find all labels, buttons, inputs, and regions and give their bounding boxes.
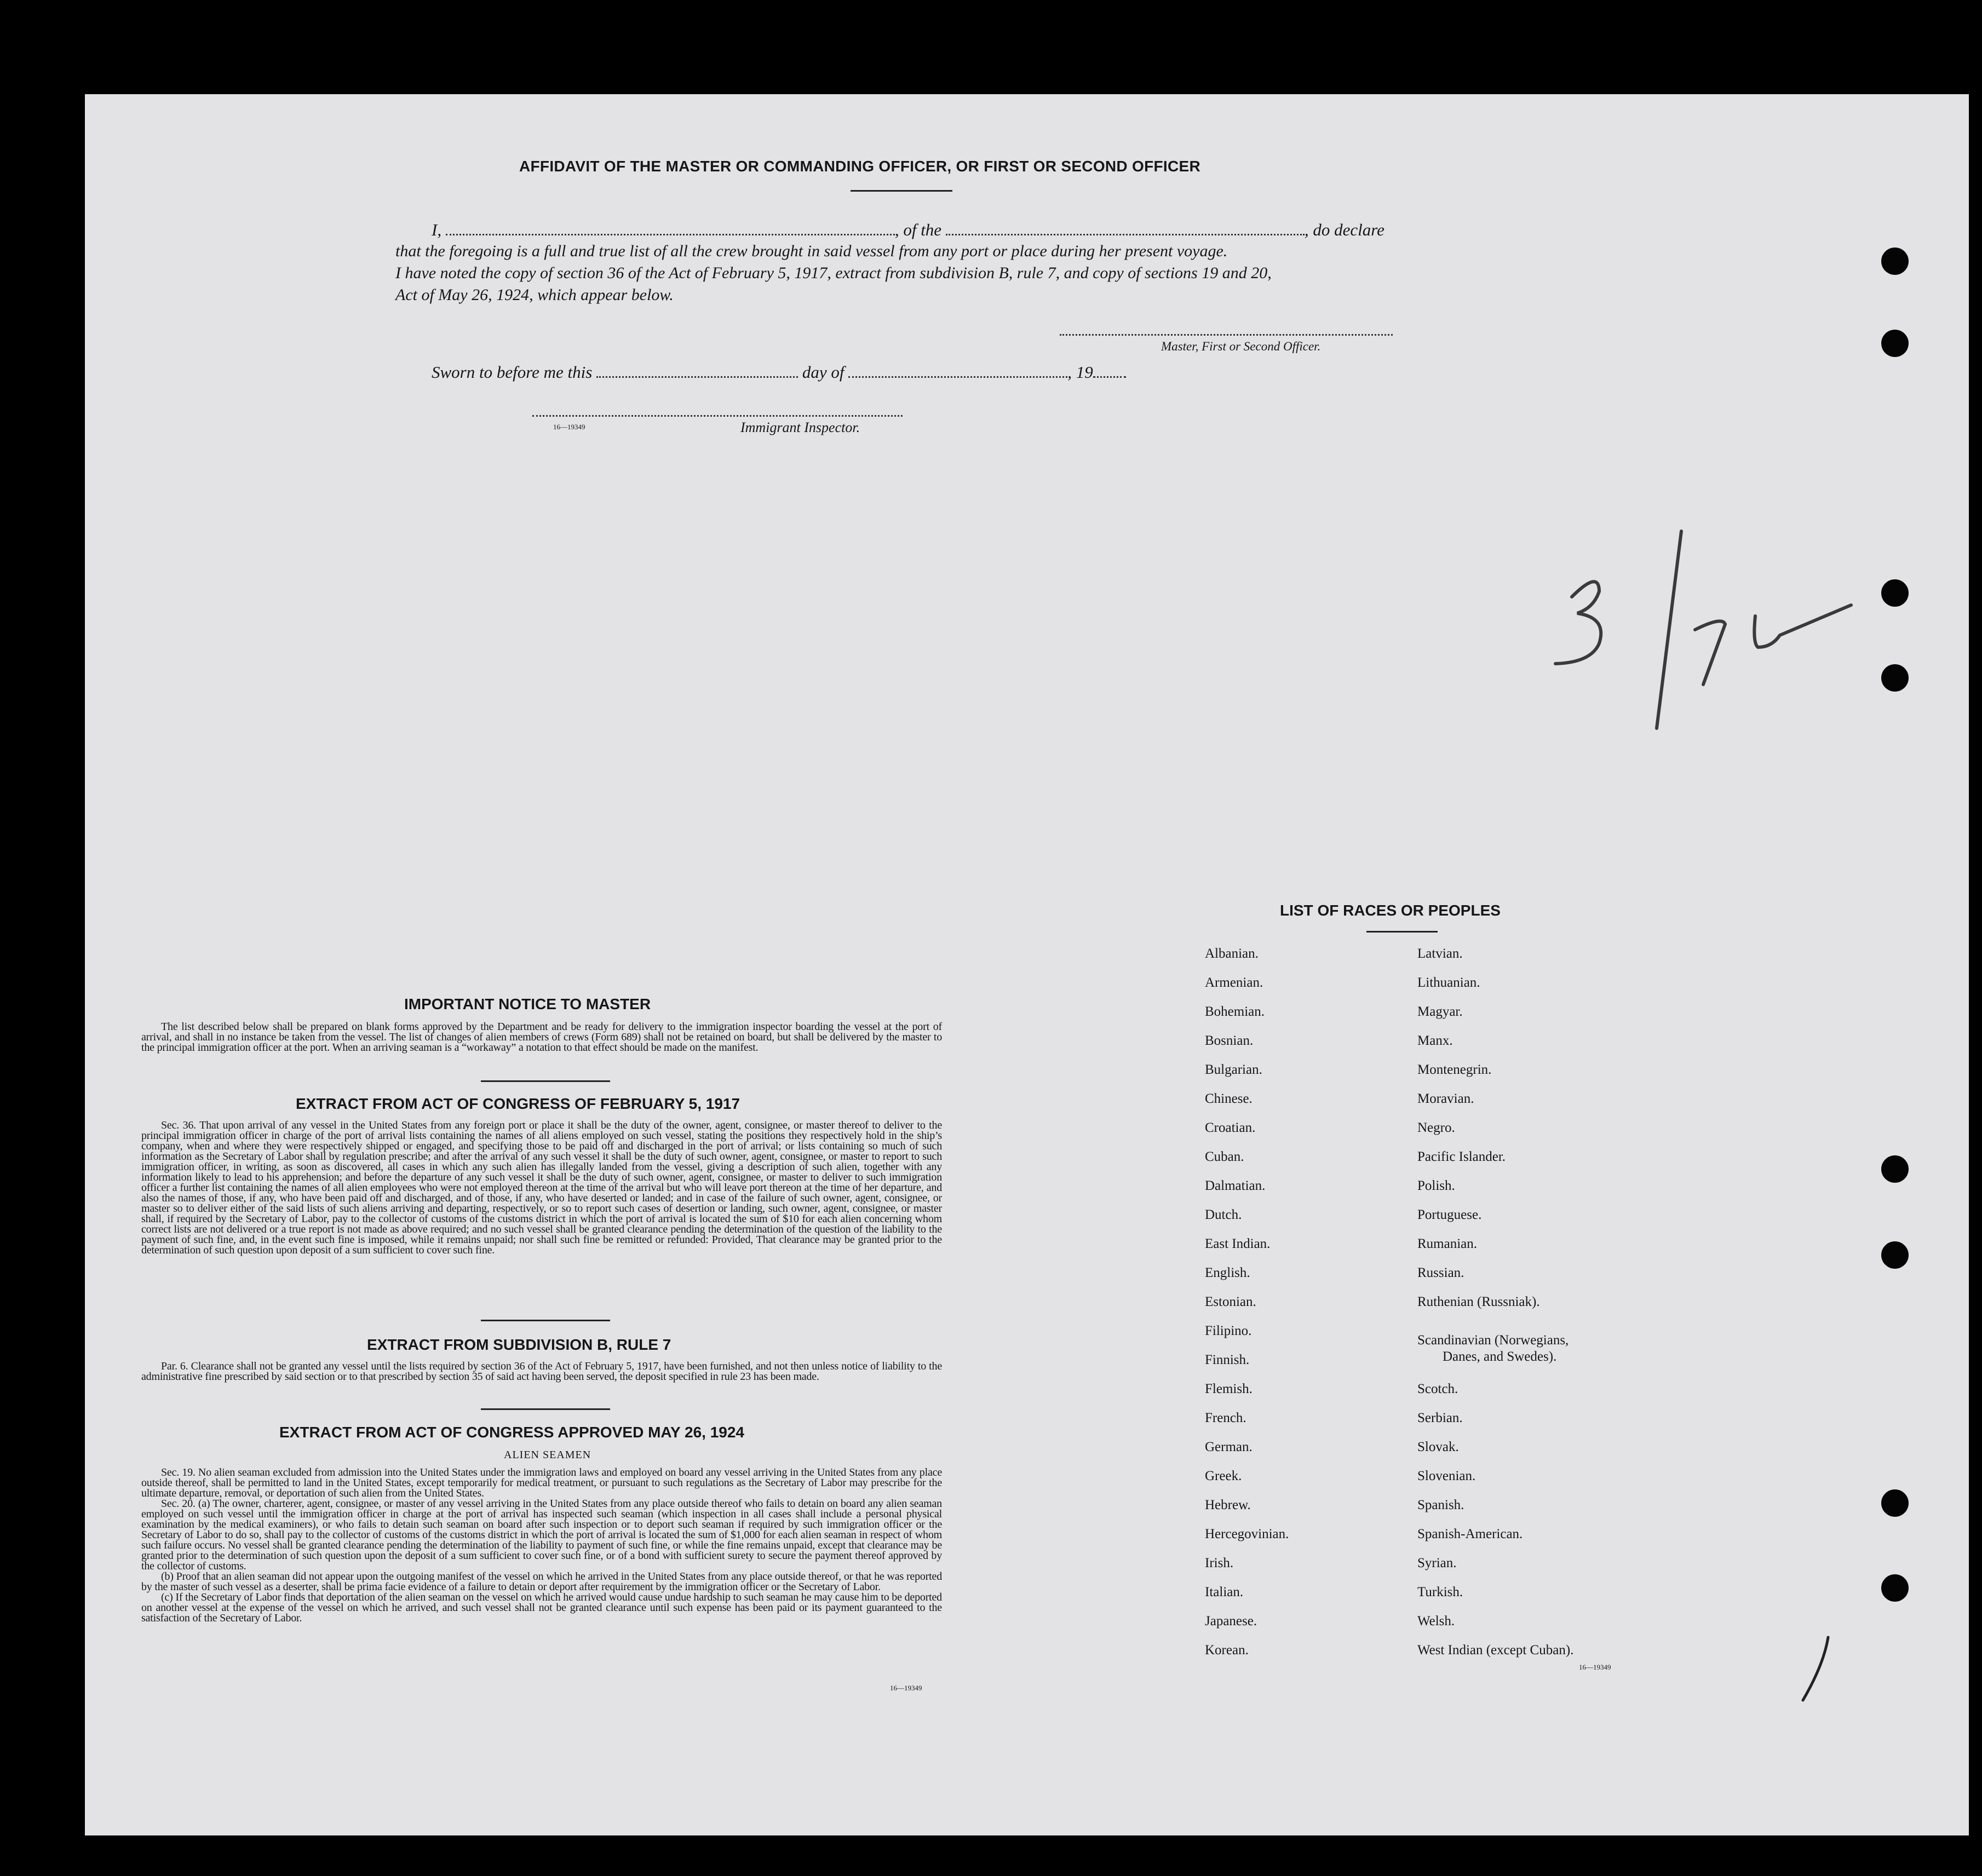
extract-1917-text — [141, 1120, 942, 1256]
section-19-paragraph: Sec. 19. No alien seaman excluded from admission into the United States under the immigration laws and employed on board any vessel arriving in the United States from any place outside thereof, shall be permitted to land in the United States, except temporarily for medical treatment, or pursuant to such regulations as the Secretary of Labor may prescribe for the ultimate departure, removal, or deportation of such alien from the United States. — [141, 1466, 942, 1499]
par-6-paragraph: Par. 6. Clearance shall not be granted any vessel until the lists required by section 36 of the Act of February 5, 1917, have been furnished, and not then unless notice of liability to the administrative fine prescribed by said section or to that prescribed by section 35 of said act having been served, the deposit specified in rule 23 has been made. — [141, 1360, 942, 1383]
races-title-rule — [1366, 931, 1438, 933]
sworn-year-field[interactable] — [1093, 376, 1126, 378]
race-item: Manx. — [1417, 1033, 1453, 1048]
race-item: Slovak. — [1417, 1440, 1459, 1454]
section-divider — [481, 1408, 610, 1410]
race-item: Scandinavian (Norwegians, — [1417, 1333, 1569, 1348]
sworn-prefix: Sworn to before me this — [432, 362, 593, 382]
race-item: Portuguese. — [1417, 1207, 1482, 1222]
race-item: West Indian (except Cuban). — [1417, 1643, 1574, 1658]
race-item: Syrian. — [1417, 1556, 1457, 1570]
sworn-day-of: day of — [802, 362, 844, 382]
affidavit-line-3: I have noted the copy of section 36 of the Act of February 5, 1917, extract from subdivision B, rule 7, and copy of sections 19 and 20, — [395, 264, 1272, 282]
race-item: Irish. — [1205, 1556, 1234, 1570]
race-item: Greek. — [1205, 1469, 1242, 1483]
race-item: Slovenian. — [1417, 1469, 1476, 1483]
race-item: Estonian. — [1205, 1294, 1256, 1309]
sworn-year: , 19 — [1067, 362, 1093, 382]
race-item: Hebrew. — [1205, 1498, 1251, 1512]
signature-label: Master, First or Second Officer. — [1161, 339, 1321, 353]
race-item: Spanish. — [1417, 1498, 1464, 1512]
race-item: Bulgarian. — [1205, 1062, 1262, 1077]
of-the-text: , of the — [894, 220, 942, 239]
races-column-1 — [1205, 946, 1402, 1669]
affidavit-title: AFFIDAVIT OF THE MASTER OR COMMANDING OFFICER, OR FIRST OR SECOND OFFICER — [519, 158, 1201, 175]
race-item: East Indian. — [1205, 1236, 1271, 1251]
corner-mark — [1796, 1632, 1840, 1708]
race-item: Pacific Islander. — [1417, 1149, 1506, 1164]
race-item: Flemish. — [1205, 1382, 1253, 1396]
alien-seamen-subtitle: ALIEN SEAMEN — [504, 1449, 591, 1461]
notice-paragraph: The list described below shall be prepared on blank forms approved by the Department and be ready for delivery to the immigration inspector boarding the vessel at the port of arrival, and shall in no instance be taken from the vessel. The list of changes of alien members of crews (Form 689) shall not be retained on board, but shall be delivered by the master to the principal immigration officer at the port. When an arriving seaman is a “workaway” a notation to that effect should be made on the manifest. — [141, 1021, 942, 1054]
race-item: Montenegrin. — [1417, 1062, 1492, 1077]
race-item: Bosnian. — [1205, 1033, 1254, 1048]
race-item: Dalmatian. — [1205, 1178, 1266, 1193]
race-item: Bohemian. — [1205, 1004, 1265, 1019]
notice-text — [141, 1022, 942, 1053]
race-item: Lithuanian. — [1417, 975, 1480, 990]
handwritten-mark — [1523, 520, 1884, 739]
race-item: Finnish. — [1205, 1353, 1250, 1367]
affidavit-line-1 — [432, 220, 1384, 240]
punch-hole — [1881, 330, 1909, 357]
race-item: Korean. — [1205, 1643, 1249, 1658]
races-column-2 — [1417, 946, 1702, 1669]
sworn-month-field[interactable] — [848, 376, 1067, 378]
extract-form-number: 16—19349 — [890, 1684, 922, 1692]
extract-1917-title: EXTRACT FROM ACT OF CONGRESS OF FEBRUARY 5, 1917 — [296, 1095, 740, 1112]
race-item: Negro. — [1417, 1120, 1455, 1135]
race-item: English. — [1205, 1265, 1250, 1280]
name-field[interactable] — [446, 233, 895, 235]
inspector-label: Immigrant Inspector. — [740, 419, 860, 435]
race-item: Dutch. — [1205, 1207, 1242, 1222]
punch-hole — [1881, 579, 1909, 607]
extract-1924-text — [141, 1468, 942, 1624]
punch-hole — [1881, 664, 1909, 692]
race-item: Armenian. — [1205, 975, 1263, 990]
races-title: LIST OF RACES OR PEOPLES — [1280, 902, 1501, 919]
race-item: Filipino. — [1205, 1323, 1252, 1338]
race-item: German. — [1205, 1440, 1253, 1454]
race-item: Scotch. — [1417, 1382, 1458, 1396]
race-item: Latvian. — [1417, 946, 1463, 961]
race-item: Polish. — [1417, 1178, 1455, 1193]
sworn-line — [432, 362, 1126, 382]
punch-hole — [1881, 1489, 1909, 1517]
race-item: Cuban. — [1205, 1149, 1244, 1164]
section-20a-paragraph: Sec. 20. (a) The owner, charterer, agent, consignee, or master of any vessel arriving in the United States from any place outside thereof who fails to detain on board any alien seaman employed on such vessel until the immigration officer in charge at the port of arrival has inspected such seaman (which inspection in all cases shall include a personal physical examination by the medical examiners), or who fails to detain such seaman on board after such inspection or to deport such seaman if required by such immigration officer or the Secretary of Labor to do so, shall pay to the collector of customs of the customs district in which the port of arrival is located the sum of $1,000 for each alien seaman in respect of whom such failure occurs. No vessel shall be granted clearance pending the determination of the liability to payment of such fine, or while the fine remains unpaid, except that clearance may be granted prior to the determination of such question upon the deposit of a sum sufficient to cover such fine, or of a bond with sufficient surety to secure the payment thereof approved by the collector of customs. — [141, 1498, 942, 1572]
section-divider — [481, 1320, 610, 1321]
title-rule — [851, 190, 952, 192]
declare-text: , do declare — [1304, 220, 1384, 239]
race-item: Russian. — [1417, 1265, 1464, 1280]
races-form-number: 16—19349 — [1579, 1663, 1611, 1671]
race-item: French. — [1205, 1411, 1246, 1425]
extract-1924-title: EXTRACT FROM ACT OF CONGRESS APPROVED MAY 26, 1924 — [279, 1424, 744, 1441]
inspector-line[interactable] — [532, 415, 903, 417]
race-item: Croatian. — [1205, 1120, 1256, 1135]
race-item: Rumanian. — [1417, 1236, 1478, 1251]
section-20b-paragraph: (b) Proof that an alien seaman did not appear upon the outgoing manifest of the vessel on which he arrived in the United States from any place outside thereof, or that he was reported by the master of such vessel as a deserter, shall be prima facie evidence of a failure to detain or deport after requirement by the immigration officer or the Secretary of Labor. — [141, 1570, 942, 1593]
section-20c-paragraph: (c) If the Secretary of Labor finds that deportation of the alien seaman on the vessel on which he arrived would cause undue hardship to such seaman he may cause him to be deported on another vessel at the expense of the vessel on which he arrived, and such vessel shall not be granted clearance until such expense has been paid or its payment guaranteed to the satisfaction of the Secretary of Labor. — [141, 1591, 942, 1624]
race-item: Moravian. — [1417, 1091, 1474, 1106]
race-item: Serbian. — [1417, 1411, 1463, 1425]
affidavit-line-2: that the foregoing is a full and true list of all the crew brought in said vessel from any port or place during her present voyage. — [395, 242, 1228, 260]
race-item: Hercegovinian. — [1205, 1527, 1289, 1541]
sworn-day-field[interactable] — [596, 376, 798, 378]
section-36-paragraph: Sec. 36. That upon arrival of any vessel in the United States from any foreign port or place it shall be the duty of the owner, agent, consignee, or master thereof to deliver to the principal immigration officer in charge of the port of arrival lists containing the names of all aliens employed on such vessel, stating the positions they respectively hold in the ship’s company, when and where they were respectively shipped or engaged, and specifying those to be paid off and discharged in the port of arrival; or lists containing so much of such information as the Secretary of Labor shall by regulation prescribe; and after the arrival of any such vessel it shall be the duty of such owner, agent, consignee, or master to report to such immigration officer, in writing, as soon as discovered, all cases in which any such alien has illegally landed from the vessel, giving a description of such alien, together with any information likely to lead to his apprehension; and before the departure of any such vessel it shall be the duty of such owner, agent, consignee, or master to deliver to such immigration officer a further list containing the names of all alien employees who were not employed thereon at the time of the arrival but who will leave port thereon at the time of her departure, and also the names of those, if any, who have been paid off and discharged, and of those, if any, who have deserted or landed; and in case of the failure of such owner, agent, consignee, or master so to deliver either of the said lists of such aliens arriving and departing, respectively, or so to report such cases of desertion or landing, such owner, agent, consignee, or master shall, if required by the Secretary of Labor, pay to the collector of customs of the customs district in which the port of arrival is located the sum of $10 for each alien concerning whom correct lists are not delivered or a true report is not made as above required; and no such vessel shall be granted clearance pending the determination of the question of the liability to the payment of such fine, and, in the event such fine is imposed, while it remains unpaid; nor shall such fine be remitted or refunded: Provided, That clearance may be granted prior to the determination of such question upon deposit of a sum sufficient to cover such fine. — [141, 1119, 942, 1256]
punch-hole — [1881, 1241, 1909, 1269]
affidavit-line-4: Act of May 26, 1924, which appear below. — [395, 286, 674, 304]
race-item: Magyar. — [1417, 1004, 1463, 1019]
punch-hole — [1881, 248, 1909, 275]
race-item: Danes, and Swedes). — [1443, 1349, 1557, 1364]
section-divider — [481, 1080, 610, 1082]
race-item: Chinese. — [1205, 1091, 1253, 1106]
declarant-prefix: I, — [432, 220, 442, 239]
rule7-title: EXTRACT FROM SUBDIVISION B, RULE 7 — [367, 1336, 671, 1353]
affidavit-form-number: 16—19349 — [553, 423, 585, 431]
race-item: Albanian. — [1205, 946, 1259, 961]
race-item: Japanese. — [1205, 1614, 1257, 1628]
punch-hole — [1881, 1574, 1909, 1602]
race-item: Spanish-American. — [1417, 1527, 1523, 1541]
race-item: Italian. — [1205, 1585, 1244, 1599]
punch-hole — [1881, 1155, 1909, 1183]
signature-line[interactable] — [1060, 334, 1393, 336]
race-item: Turkish. — [1417, 1585, 1463, 1599]
notice-title: IMPORTANT NOTICE TO MASTER — [404, 995, 651, 1012]
rule7-text — [141, 1361, 942, 1382]
race-item: Ruthenian (Russniak). — [1417, 1294, 1540, 1309]
vessel-field[interactable] — [946, 233, 1305, 235]
race-item: Welsh. — [1417, 1614, 1455, 1628]
